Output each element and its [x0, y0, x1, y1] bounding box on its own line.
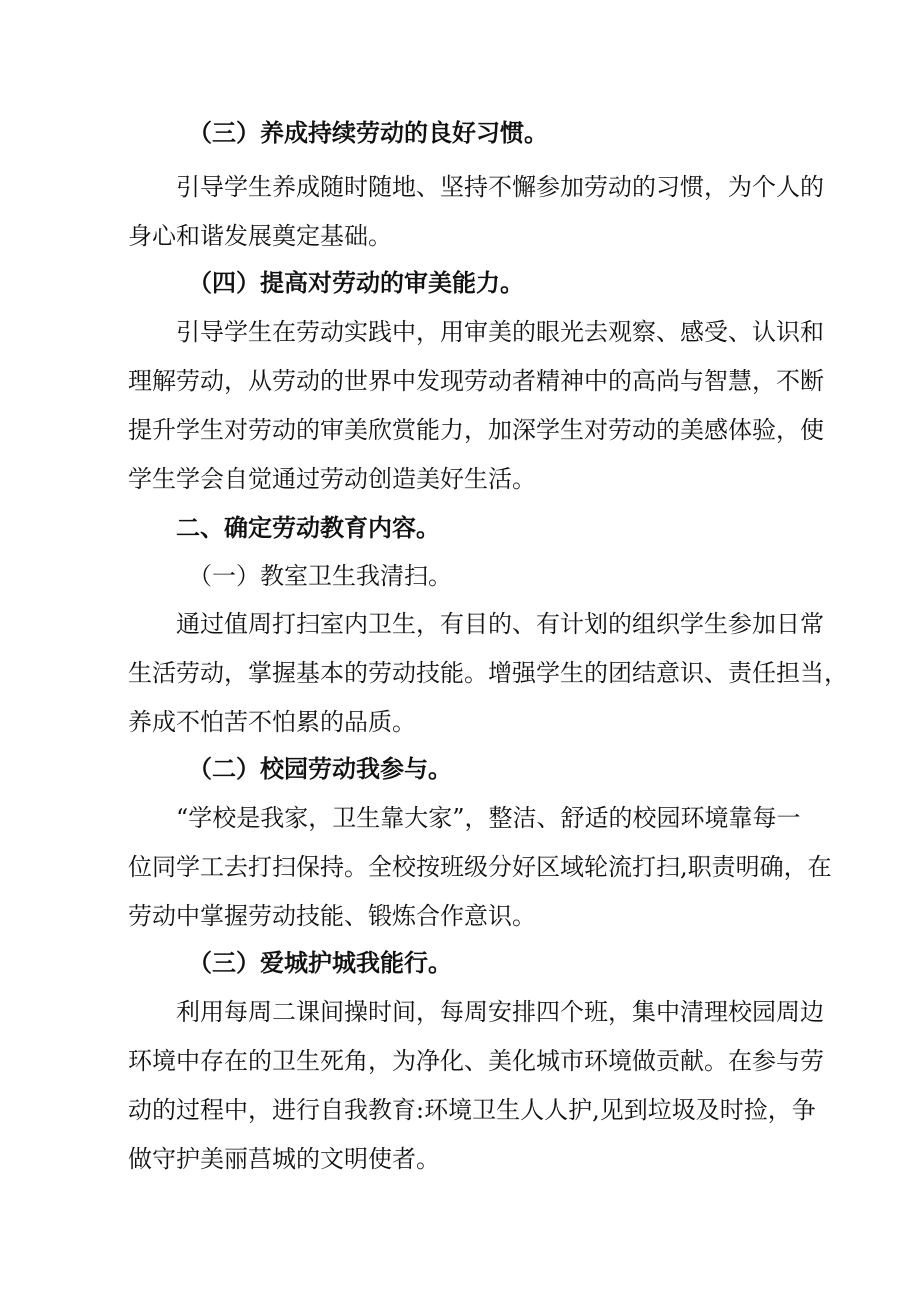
paragraph-line: 提升学生对劳动的审美欣赏能力，加深学生对劳动的美感体验，使: [128, 416, 824, 444]
paragraph-line: 引导学生养成随时随地、坚持不懈参加劳动的习惯，为个人的: [176, 173, 824, 201]
subheading-habit: （三）养成持续劳动的良好习惯。: [188, 118, 548, 147]
subheading-campus: （二）校园劳动我参与。: [188, 754, 452, 783]
paragraph-line: 身心和谐发展奠定基础。: [128, 222, 392, 250]
paragraph-line: 做守护美丽莒城的文明使者。: [128, 1145, 440, 1173]
paragraph-line: 位同学工去打扫保持。全校按班级分好区域轮流打扫,职责明确，在: [128, 853, 832, 881]
subheading-aesthetic: （四）提高对劳动的审美能力。: [188, 268, 524, 297]
paragraph-line: 引导学生在劳动实践中，用审美的眼光去观察、感受、认识和: [176, 318, 824, 346]
paragraph-line: 环境中存在的卫生死角，为净化、美化城市环境做贡献。在参与劳: [128, 1047, 824, 1075]
subheading-city: （三）爱城护城我能行。: [188, 948, 452, 977]
paragraph-line: 生活劳动，掌握基本的劳动技能。增强学生的团结意识、责任担当，: [128, 659, 848, 687]
paragraph-line: 劳动中掌握劳动技能、锻炼合作意识。: [128, 902, 536, 930]
paragraph-line: “学校是我家，卫生靠大家”，整洁、舒适的校园环境靠每一: [176, 804, 801, 832]
paragraph-line: 学生学会自觉通过劳动创造美好生活。: [128, 465, 536, 493]
section-heading-content: 二、确定劳动教育内容。: [176, 513, 440, 542]
paragraph-line: 动的过程中，进行自我教育:环境卫生人人护,见到垃圾及时捡，争: [128, 1096, 816, 1124]
subheading-classroom: （一）教室卫生我清扫。: [188, 562, 452, 590]
paragraph-line: 利用每周二课间操时间，每周安排四个班，集中清理校园周边: [176, 998, 824, 1026]
paragraph-line: 理解劳动，从劳动的世界中发现劳动者精神中的高尚与智慧，不断: [128, 367, 824, 395]
paragraph-line: 通过值周打扫室内卫生，有目的、有计划的组织学生参加日常: [176, 610, 824, 638]
paragraph-line: 养成不怕苦不怕累的品质。: [128, 708, 416, 736]
